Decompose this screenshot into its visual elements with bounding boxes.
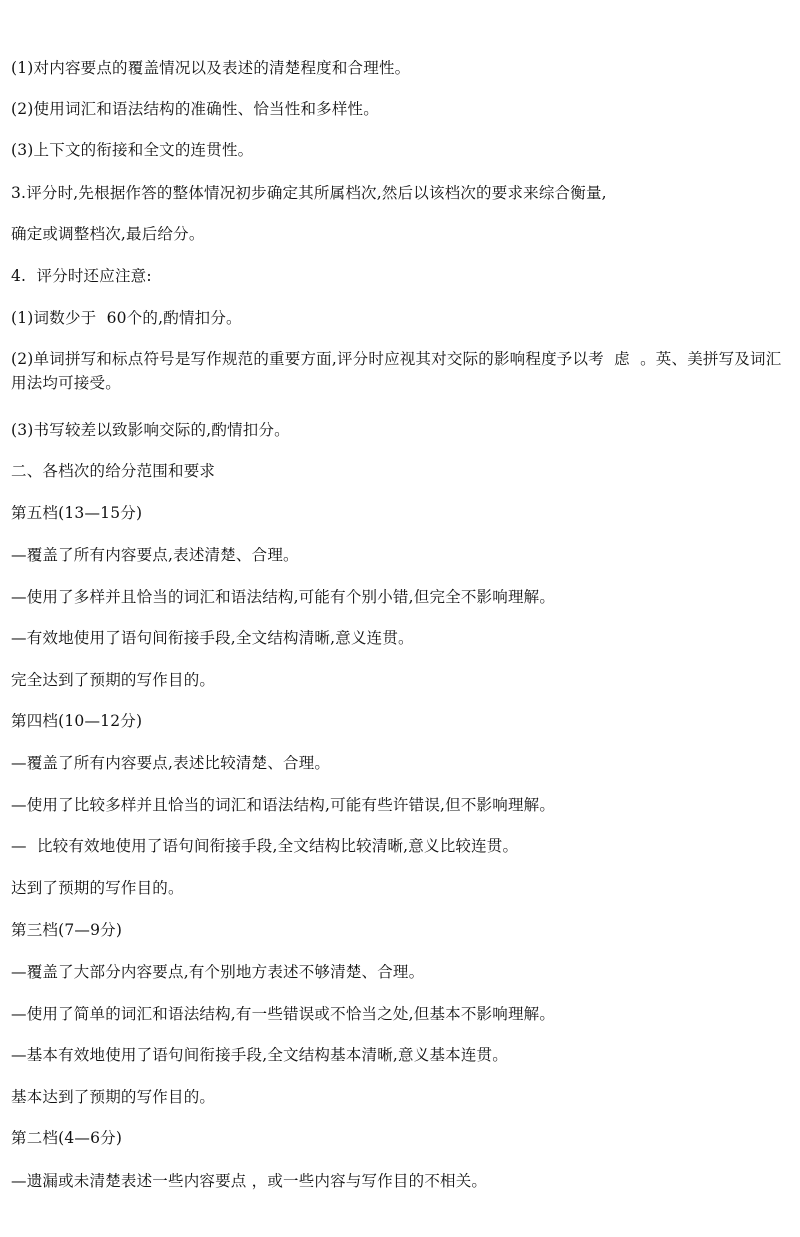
grade-4-heading: 第四档(10—12分) <box>11 712 143 730</box>
grade-3-item-2: —使用了简单的词汇和语法结构,有一些错误或不恰当之处,但基本不影响理解。 <box>11 1005 556 1023</box>
scoring-rule-3-line1: 3.评分时,先根据作答的整体情况初步确定其所属档次,然后以该档次的要求来综合衡量, <box>11 184 607 202</box>
grade-3-summary: 基本达到了预期的写作目的。 <box>11 1088 216 1106</box>
criterion-coherence: (3)上下文的衔接和全文的连贯性。 <box>11 141 254 159</box>
grade-3-item-1: —覆盖了大部分内容要点,有个别地方表述不够清楚、合理。 <box>11 963 425 981</box>
criterion-vocabulary-grammar: (2)使用词汇和语法结构的准确性、恰当性和多样性。 <box>11 100 379 118</box>
grade-5-item-1: —覆盖了所有内容要点,表述清楚、合理。 <box>11 546 299 564</box>
grade-5-heading: 第五档(13—15分) <box>11 504 143 522</box>
scoring-rule-3-line2: 确定或调整档次,最后给分。 <box>11 225 205 243</box>
grade-5-item-2: —使用了多样并且恰当的词汇和语法结构,可能有个别小错,但完全不影响理解。 <box>11 588 556 606</box>
grade-5-summary: 完全达到了预期的写作目的。 <box>11 671 216 689</box>
note-word-count: (1)词数少于 60个的,酌情扣分。 <box>11 309 242 327</box>
note-handwriting: (3)书写较差以致影响交际的,酌情扣分。 <box>11 421 290 439</box>
grade-3-heading: 第三档(7—9分) <box>11 921 123 939</box>
criterion-content-coverage: (1)对内容要点的覆盖情况以及表述的清楚程度和合理性。 <box>11 59 411 77</box>
section-heading-grade-ranges: 二、各档次的给分范围和要求 <box>11 462 216 480</box>
grade-3-item-3: —基本有效地使用了语句间衔接手段,全文结构基本清晰,意义基本连贯。 <box>11 1046 508 1064</box>
grade-2-item-1: —遗漏或未清楚表述一些内容要点 ，或一些内容与写作目的不相关。 <box>11 1172 488 1190</box>
grade-2-heading: 第二档(4—6分) <box>11 1129 123 1147</box>
grade-4-item-2: —使用了比较多样并且恰当的词汇和语法结构,可能有些许错误,但不影响理解。 <box>11 796 556 814</box>
grade-4-summary: 达到了预期的写作目的。 <box>11 879 184 897</box>
scoring-rule-4-heading: 4. 评分时还应注意: <box>11 267 152 285</box>
grade-4-item-1: —覆盖了所有内容要点,表述比较清楚、合理。 <box>11 754 331 772</box>
note-spelling-punctuation: (2)单词拼写和标点符号是写作规范的重要方面,评分时应视其对交际的影响程度予以考 虑 。英、美拼写及词汇用法均可接受。 <box>11 350 782 392</box>
grade-5-item-3: —有效地使用了语句间衔接手段,全文结构清晰,意义连贯。 <box>11 629 414 647</box>
grade-4-item-3: — 比较有效地使用了语句间衔接手段,全文结构比较清晰,意义比较连贯。 <box>11 837 519 855</box>
